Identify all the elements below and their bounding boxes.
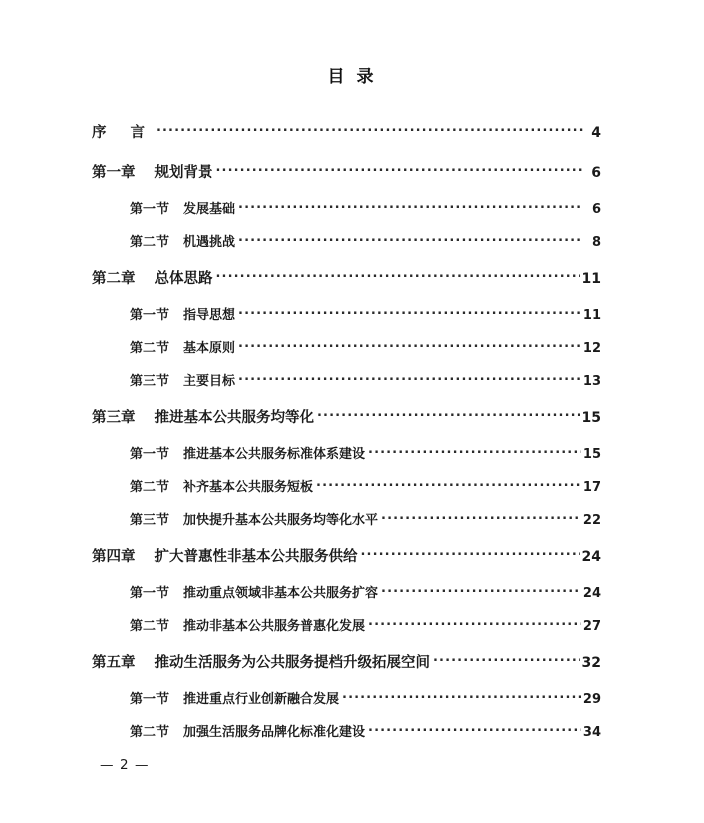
- toc-leader-dots: [368, 617, 581, 630]
- toc-leader-dots: [381, 511, 581, 524]
- toc-entry[interactable]: [0, 436, 704, 469]
- toc-entry-page-number: 17: [582, 480, 601, 495]
- toc-entry-page-number: 8: [591, 235, 601, 250]
- toc-entry[interactable]: [0, 575, 704, 608]
- toc-entry-label: [130, 304, 235, 323]
- toc-entry-number: 序: [92, 124, 107, 141]
- toc-entry[interactable]: [0, 151, 704, 191]
- toc-entry-page-number: 4: [591, 124, 601, 141]
- toc-leader-dots: [368, 445, 581, 458]
- toc-entry-page-number: 15: [582, 447, 601, 462]
- toc-entry-label: [130, 582, 378, 601]
- toc-entry-page-number: 11: [581, 270, 601, 287]
- toc-entry-number: 第二节: [130, 480, 170, 495]
- toc-entry-title: 推动非基本公共服务普惠化发展: [183, 619, 366, 634]
- toc-entry-number: 第二节: [130, 235, 170, 250]
- toc-leader-dots: [433, 652, 580, 667]
- toc-entry-page-number: 15: [581, 409, 601, 426]
- toc-entry-title: 机遇挑战: [183, 235, 236, 250]
- toc-entry-title: 推动重点领域非基本公共服务扩容: [183, 586, 379, 601]
- toc-entry-label: [92, 406, 314, 427]
- toc-entry-page-number: 34: [582, 725, 601, 740]
- toc-entry-label: [92, 651, 430, 672]
- toc-leader-dots: [238, 306, 581, 319]
- toc-entry-label: [130, 370, 235, 389]
- toc-entry[interactable]: [0, 681, 704, 714]
- toc-entry-number: 第三节: [130, 513, 170, 528]
- toc-entry-page-number: 12: [582, 341, 601, 356]
- toc-entry-number: 第三节: [130, 374, 170, 389]
- toc-entry[interactable]: [0, 111, 704, 151]
- toc-entry-title: 扩大普惠性非基本公共服务供给: [154, 548, 358, 565]
- toc-leader-dots: [361, 546, 580, 561]
- toc-entry-page-number: 13: [582, 374, 601, 389]
- toc-entry-label: [130, 337, 235, 356]
- toc-entry-title: 主要目标: [183, 374, 236, 389]
- toc-entry-title: 推动生活服务为公共服务提档升级拓展空间: [154, 654, 430, 671]
- toc-entry-title: 补齐基本公共服务短板: [183, 480, 314, 495]
- toc-entry-title: 加快提升基本公共服务均等化水平: [183, 513, 379, 528]
- toc-leader-dots: [317, 407, 580, 422]
- toc-entry-title: 总体思路: [154, 270, 213, 287]
- toc-entry-number: 第一节: [130, 308, 170, 323]
- toc-entry-label: [130, 198, 235, 217]
- toc-entry[interactable]: [0, 469, 704, 502]
- toc-entry-title: 言: [130, 124, 153, 141]
- toc-entry[interactable]: [0, 297, 704, 330]
- toc-entry[interactable]: [0, 396, 704, 436]
- page-title: 目 录: [327, 67, 377, 87]
- toc-entry-label: [130, 721, 365, 740]
- table-of-contents: [0, 87, 704, 747]
- toc-leader-dots: [216, 162, 584, 177]
- toc-leader-dots: [156, 122, 583, 137]
- toc-entry-label: [130, 615, 365, 634]
- toc-entry-number: 第二节: [130, 341, 170, 356]
- toc-entry-number: 第一节: [130, 202, 170, 217]
- toc-entry[interactable]: [0, 257, 704, 297]
- toc-entry-title: 指导思想: [183, 308, 236, 323]
- toc-entry-label: [92, 267, 213, 288]
- toc-entry-title: 推进基本公共服务均等化: [154, 409, 314, 426]
- toc-entry-page-number: 6: [591, 164, 601, 181]
- toc-entry-page-number: 32: [581, 654, 601, 671]
- toc-entry[interactable]: [0, 502, 704, 535]
- toc-entry-page-number: 24: [581, 548, 601, 565]
- toc-entry-number: 第一节: [130, 447, 170, 462]
- toc-entry[interactable]: [0, 608, 704, 641]
- toc-entry[interactable]: [0, 191, 704, 224]
- toc-entry-page-number: 27: [582, 619, 601, 634]
- toc-entry-title: 基本原则: [183, 341, 236, 356]
- toc-entry-title: 推进基本公共服务标准体系建设: [183, 447, 366, 462]
- toc-entry-page-number: 22: [582, 513, 601, 528]
- toc-entry[interactable]: [0, 363, 704, 396]
- toc-entry[interactable]: [0, 224, 704, 257]
- toc-entry-number: 第三章: [92, 409, 136, 426]
- toc-entry-page-number: 29: [582, 692, 601, 707]
- toc-leader-dots: [238, 372, 581, 385]
- toc-entry-label: [92, 161, 213, 182]
- toc-entry-number: 第二节: [130, 725, 170, 740]
- toc-entry-label: [92, 545, 358, 566]
- toc-leader-dots: [238, 200, 583, 213]
- toc-leader-dots: [368, 723, 581, 736]
- toc-entry-number: 第一章: [92, 164, 136, 181]
- toc-entry-label: [92, 121, 153, 142]
- toc-leader-dots: [238, 233, 583, 246]
- toc-entry[interactable]: [0, 641, 704, 681]
- toc-entry-label: [130, 443, 365, 462]
- toc-leader-dots: [316, 478, 581, 491]
- toc-entry-number: 第二节: [130, 619, 170, 634]
- toc-entry[interactable]: [0, 330, 704, 363]
- toc-entry-page-number: 6: [591, 202, 601, 217]
- toc-entry-title: 加强生活服务品牌化标准化建设: [183, 725, 366, 740]
- toc-entry-number: 第二章: [92, 270, 136, 287]
- toc-entry-title: 推进重点行业创新融合发展: [183, 692, 340, 707]
- toc-leader-dots: [381, 584, 581, 597]
- toc-entry-number: 第一节: [130, 586, 170, 601]
- toc-entry-label: [130, 688, 339, 707]
- toc-leader-dots: [238, 339, 581, 352]
- toc-entry-number: 第五章: [92, 654, 136, 671]
- toc-entry-label: [130, 476, 313, 495]
- toc-leader-dots: [342, 690, 581, 703]
- toc-entry[interactable]: [0, 714, 704, 747]
- toc-leader-dots: [216, 268, 580, 283]
- toc-entry-title: 规划背景: [154, 164, 213, 181]
- toc-entry-title: 发展基础: [183, 202, 236, 217]
- toc-entry-label: [130, 231, 235, 250]
- toc-entry-label: [130, 509, 378, 528]
- page-footer: — 2 —: [100, 757, 150, 773]
- toc-entry-page-number: 24: [582, 586, 601, 601]
- toc-entry-number: 第一节: [130, 692, 170, 707]
- toc-entry-number: 第四章: [92, 548, 136, 565]
- toc-entry[interactable]: [0, 535, 704, 575]
- toc-entry-page-number: 11: [582, 308, 601, 323]
